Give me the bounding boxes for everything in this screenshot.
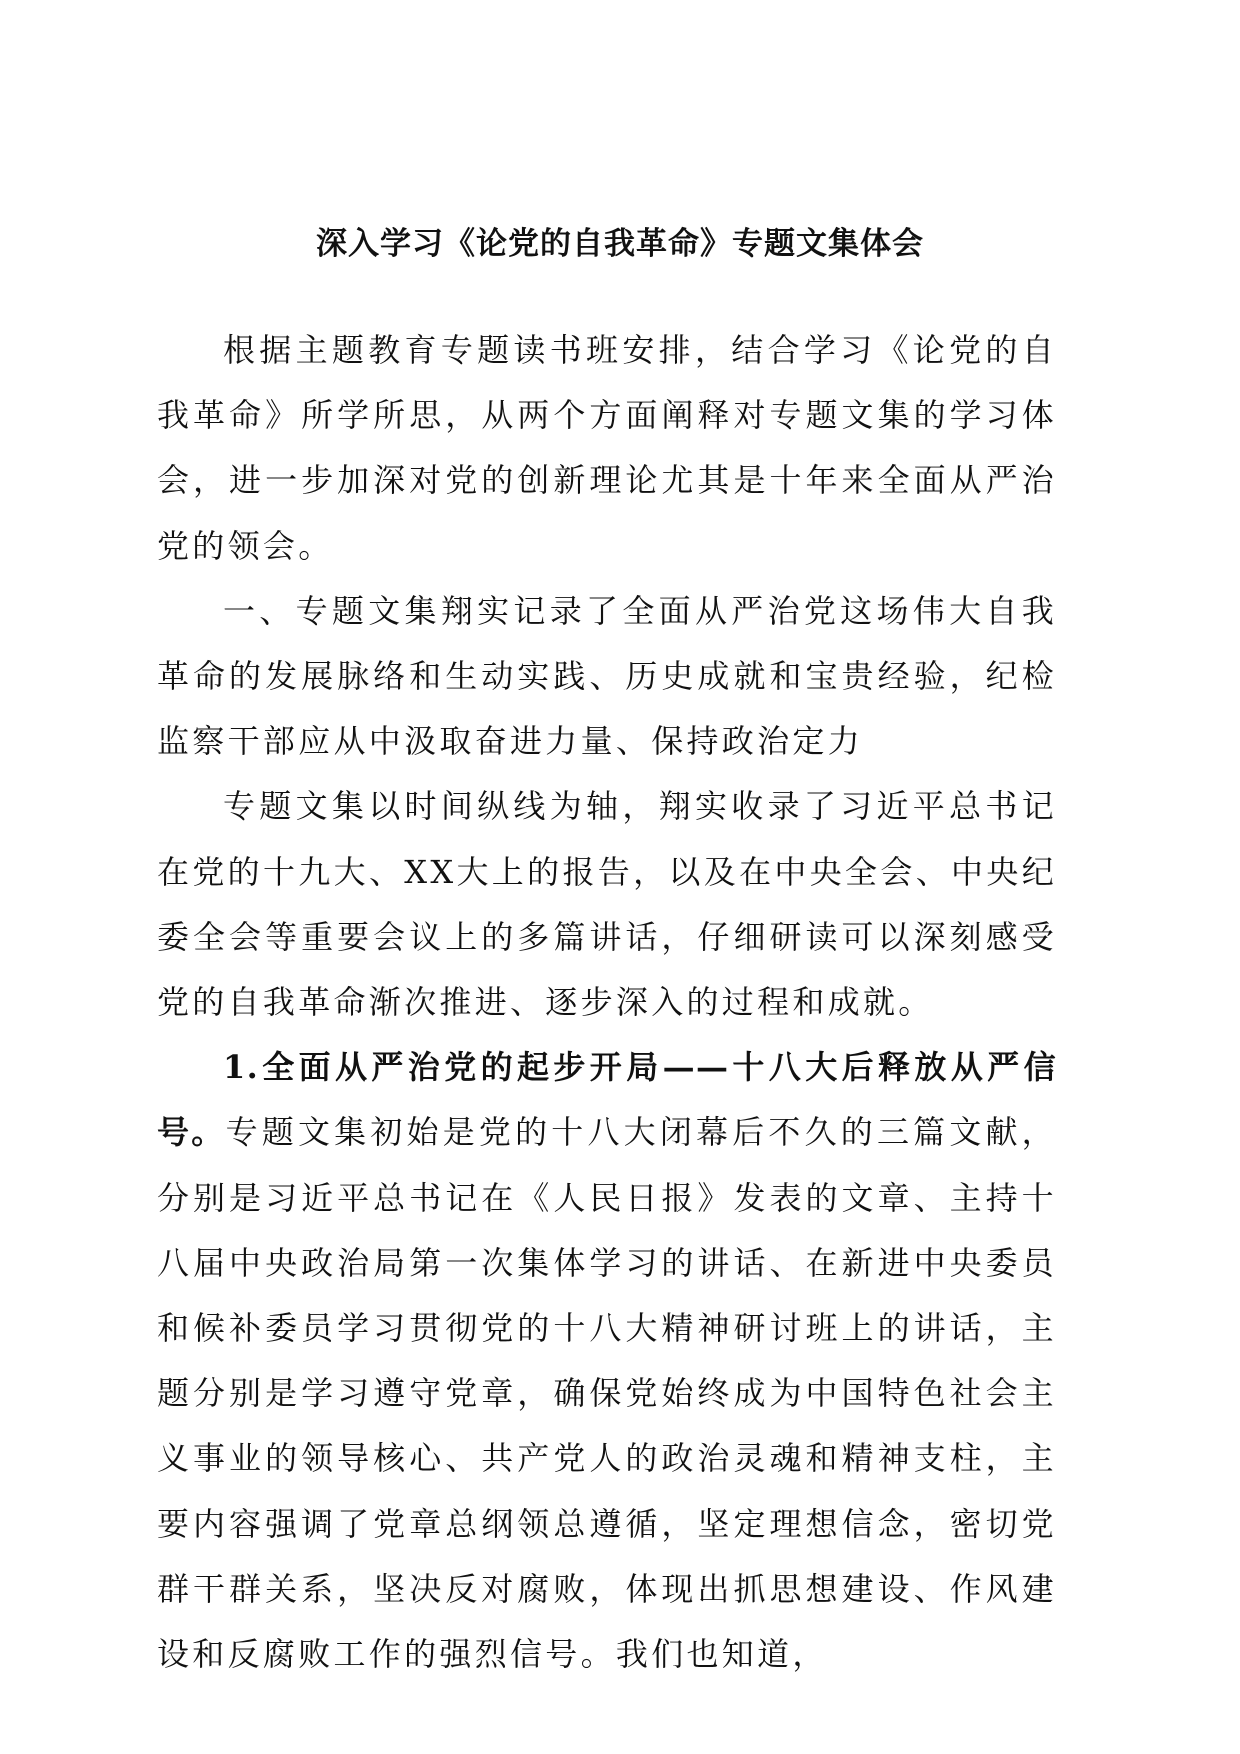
- point-one-lead: 1.全面从严治党的起步开局——十八大后释放从严信号。: [157, 1048, 1057, 1152]
- paragraph-intro: 根据主题教育专题读书班安排，结合学习《论党的自我革命》所学所思，从两个方面阐释对专题文集的学习体会，进一步加深对党的创新理论尤其是十年来全面从严治党的领会。: [157, 331, 1057, 565]
- point-one-text: 专题文集初始是党的十八大闭幕后不久的三篇文献，分别是习近平总书记在《人民日报》发表的文章、主持十八届中央政治局第一次集体学习的讲话、在新进中央委员和候补委员学习贯彻党的十八大精神研讨班上的讲话，主题分别是学习遵守党章，确保党始终成为中国特色社会主义事业的领导核心、共产党人的政治灵魂和精神支柱，主要内容强调了党章总纲领总遵循，坚定理想信念，密切党群干群关系，坚决反对腐败，体现出抓思想建设、作风建设和反腐败工作的强烈信号。我们也知道，: [157, 1113, 1057, 1674]
- document-body: [157, 318, 1057, 1687]
- paragraph-point-one: [157, 1035, 1057, 1687]
- paragraph-section-one-heading: 一、专题文集翔实记录了全面从严治党这场伟大自我革命的发展脉络和生动实践、历史成就和宝贵经验，纪检监察干部应从中汲取奋进力量、保持政治定力: [157, 591, 1057, 761]
- paragraph-collection-overview: 专题文集以时间纵线为轴，翔实收录了习近平总书记在党的十九大、XX大上的报告，以及在中央全会、中央纪委全会等重要会议上的多篇讲话，仔细研读可以深刻感受党的自我革命渐次推进、逐步深入的过程和成就。: [157, 787, 1057, 1022]
- document-title: 深入学习《论党的自我革命》专题文集体会: [316, 226, 924, 262]
